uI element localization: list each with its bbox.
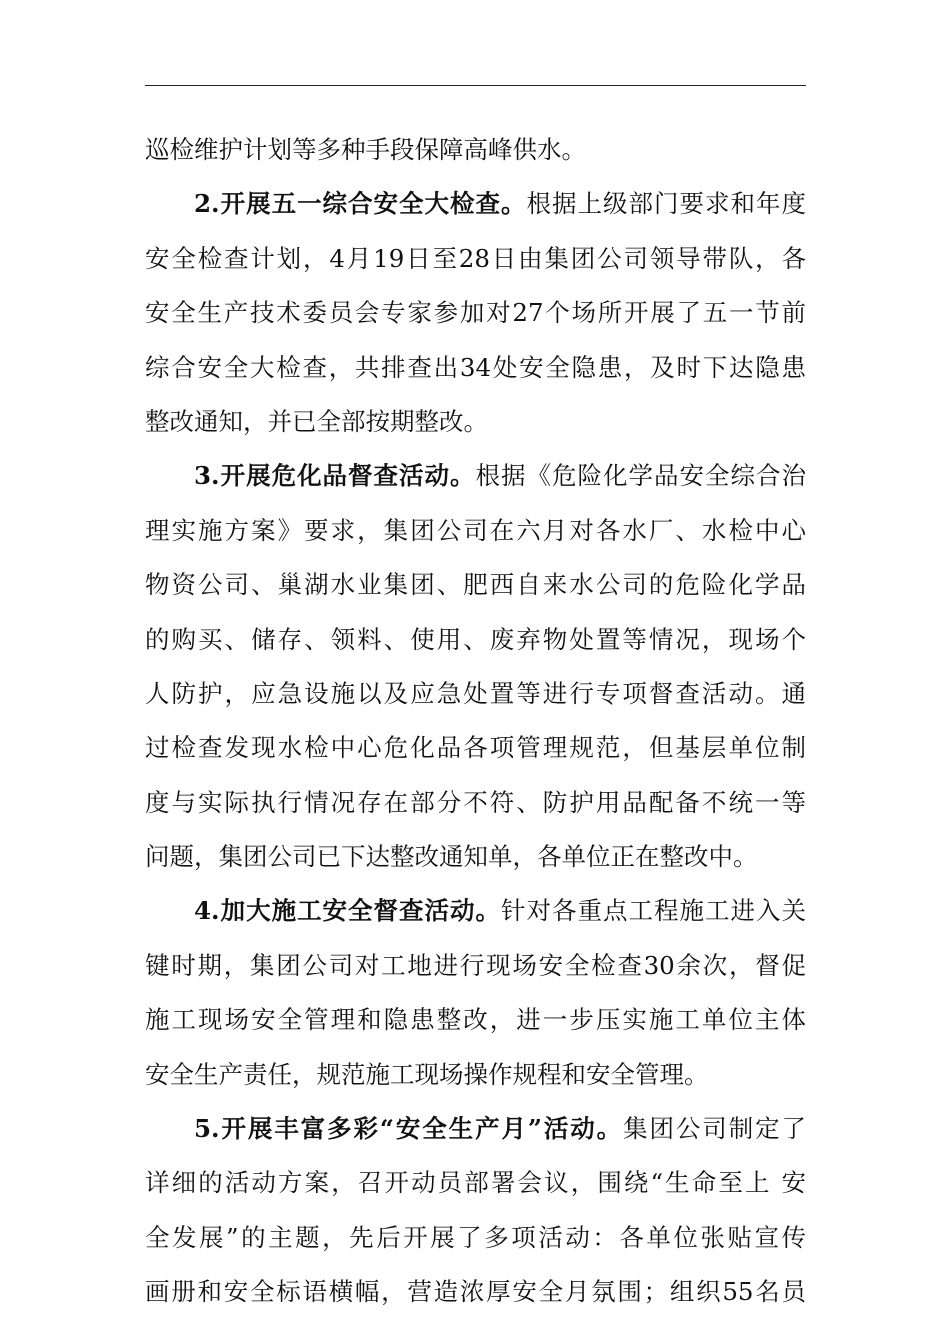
text-line <box>145 776 806 830</box>
line-text: 集团公司制定了 <box>623 1114 807 1144</box>
text-line <box>145 558 806 612</box>
line-text: 度与实际执行情况存在部分不符、防护用品配备不统一等 <box>145 787 806 817</box>
paragraph-first-line <box>145 177 806 231</box>
text-line <box>145 667 806 721</box>
line-text: 安全生产责任，规范施工现场操作规程和安全管理。 <box>145 1059 709 1089</box>
paragraph-first-line <box>145 1102 806 1156</box>
text-line <box>145 721 806 775</box>
text-line <box>145 613 806 667</box>
paragraph-first-line <box>145 884 806 938</box>
text-line <box>145 1211 806 1265</box>
text-line <box>145 830 806 884</box>
text-line <box>145 232 806 286</box>
header-rule <box>145 85 806 86</box>
line-text: 整改通知，并已全部按期整改。 <box>145 406 488 436</box>
line-text: 安全检查计划，4月19日至28日由集团公司领导带队，各 <box>145 243 806 273</box>
paragraph-first-line <box>145 449 806 503</box>
line-text: 过检查发现水检中心危化品各项管理规范，但基层单位制 <box>145 733 806 763</box>
line-text: 详细的活动方案，召开动员部署会议，围绕“生命至上 安 <box>145 1168 806 1198</box>
text-line <box>145 123 806 177</box>
line-text: 施工现场安全管理和隐患整改，进一步压实施工单位主体 <box>145 1005 806 1035</box>
paragraph-heading: 5.开展丰富多彩“安全生产月”活动。 <box>194 1114 624 1144</box>
line-text: 的购买、储存、领料、使用、废弃物处置等情况，现场个 <box>145 624 806 654</box>
paragraph-heading: 3.开展危化品督查活动。 <box>194 461 476 491</box>
document-body <box>145 123 806 1320</box>
line-text: 根据上级部门要求和年度 <box>526 189 806 219</box>
paragraph-heading: 4.加大施工安全督查活动。 <box>194 896 502 926</box>
line-text: 人防护，应急设施以及应急处置等进行专项督查活动。通 <box>145 678 806 708</box>
line-text: 画册和安全标语横幅，营造浓厚安全月氛围；组织55名员 <box>145 1277 806 1307</box>
text-line <box>145 504 806 558</box>
line-text: 键时期，集团公司对工地进行现场安全检查30余次，督促 <box>145 950 806 980</box>
text-line <box>145 1156 806 1210</box>
line-text: 根据《危险化学品安全综合治 <box>475 461 807 491</box>
text-line <box>145 341 806 395</box>
line-text: 问题，集团公司已下达整改通知单，各单位正在整改中。 <box>145 842 758 872</box>
line-text: 物资公司、巢湖水业集团、肥西自来水公司的危险化学品 <box>145 570 806 600</box>
text-line <box>145 939 806 993</box>
line-text: 全发展”的主题，先后开展了多项活动：各单位张贴宣传 <box>145 1222 806 1252</box>
text-line <box>145 993 806 1047</box>
line-text: 综合安全大检查，共排查出34处安全隐患，及时下达隐患 <box>145 352 806 382</box>
text-line <box>145 286 806 340</box>
paragraph-heading: 2.开展五一综合安全大检查。 <box>194 189 527 219</box>
text-line <box>145 1048 806 1102</box>
line-text: 理实施方案》要求，集团公司在六月对各水厂、水检中心 <box>145 515 806 545</box>
text-line <box>145 1265 806 1319</box>
line-text: 针对各重点工程施工进入关 <box>501 896 807 926</box>
line-text: 安全生产技术委员会专家参加对27个场所开展了五一节前 <box>145 298 806 328</box>
text-line <box>145 395 806 449</box>
line-text: 巡检维护计划等多种手段保障高峰供水。 <box>145 135 586 164</box>
